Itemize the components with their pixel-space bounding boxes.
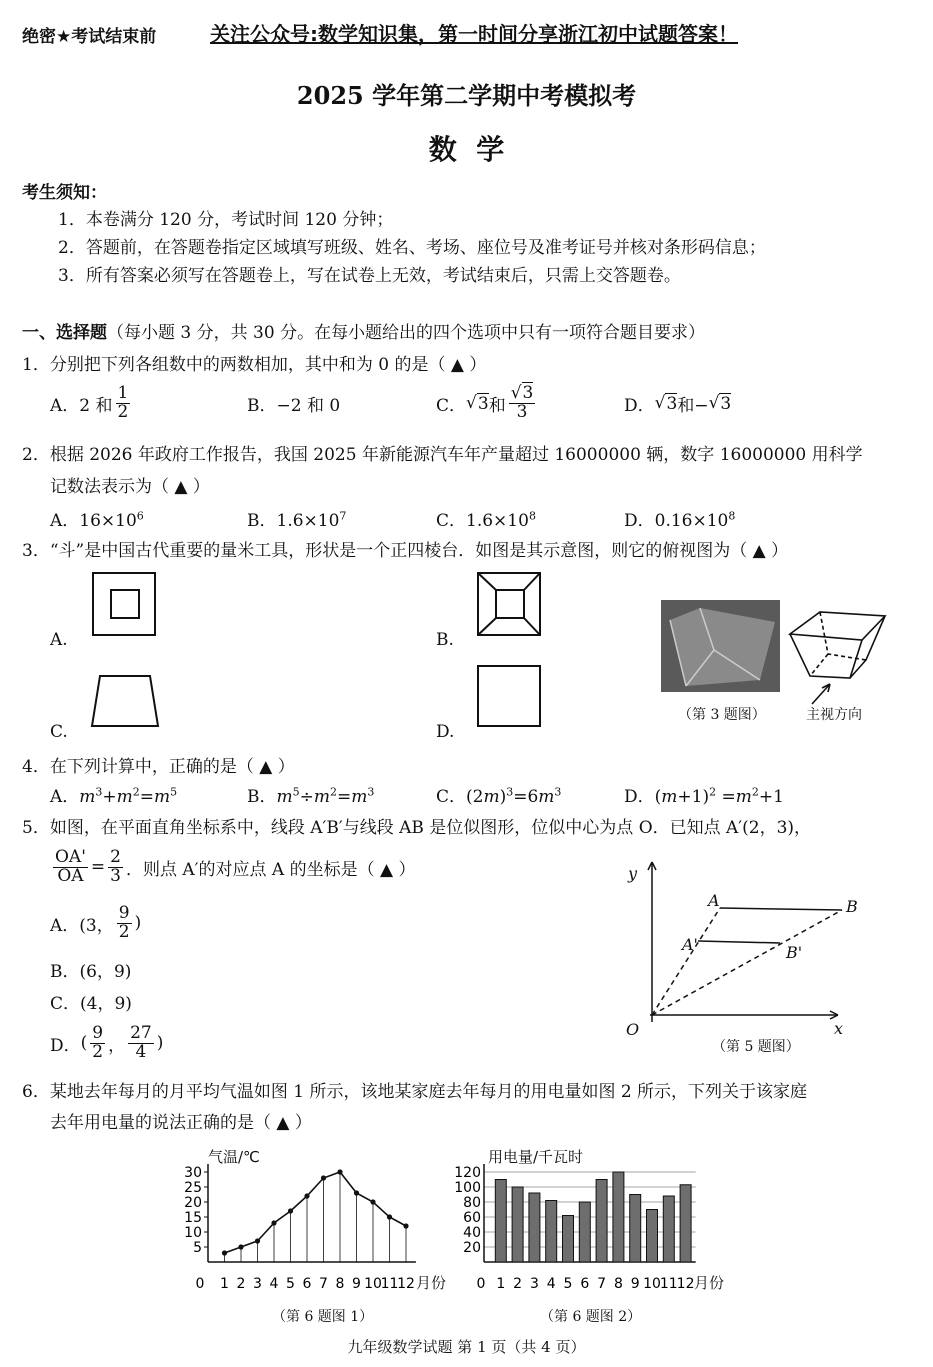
- chart2-bar: [495, 1180, 506, 1263]
- option-text: 2 和: [79, 395, 113, 416]
- q4-stem: 4．在下列计算中，正确的是（ ▲ ）: [22, 757, 295, 777]
- q4-option-d: D．$(m+1)^2 =m^2+1$: [624, 785, 784, 807]
- confidential-label: 绝密★考试结束前: [22, 27, 157, 47]
- chart2-x-tick-label: 6: [580, 1276, 590, 1292]
- q1-stem: 1．分别把下列各组数中的两数相加，其中和为 0 的是（ ▲ ）: [22, 355, 487, 375]
- denominator: 2: [117, 401, 129, 422]
- chart1-origin-label: 0: [195, 1276, 205, 1292]
- chart1-caption: （第 6 题图 1）: [272, 1309, 374, 1325]
- section-note: （每小题 3 分，共 30 分。在每小题给出的四个选项中只有一项符合题目要求）: [107, 323, 706, 343]
- chart1-x-tick-label: 6: [302, 1276, 312, 1292]
- option-label: D．: [624, 395, 655, 416]
- header-notice: 关注公众号:数学知识集，第一时间分享浙江初中试题答案！: [210, 22, 738, 46]
- chart2-y-tick-label: 120: [454, 1165, 481, 1181]
- denominator: 2: [118, 921, 130, 942]
- chart2-bar: [613, 1172, 624, 1262]
- chart1-y-tick-label: 30: [184, 1165, 202, 1181]
- denominator: 3: [516, 401, 528, 422]
- q6-stem-2: 去年用电量的说法正确的是（ ▲ ）: [50, 1113, 312, 1133]
- chart2-x-tick-label: 4: [546, 1276, 556, 1292]
- option-text: (: [80, 1033, 88, 1053]
- exponent: 6: [136, 509, 144, 523]
- chart2-y-tick-label: 100: [454, 1180, 481, 1196]
- chart1-y-tick-label: 25: [184, 1180, 202, 1196]
- numerator: 9: [92, 1022, 104, 1043]
- option-text: 0.16×10: [654, 511, 729, 531]
- q2-stem-2: 记数法表示为（ ▲ ）: [50, 477, 210, 497]
- section-title: 一、选择题: [22, 323, 107, 343]
- page-footer: 九年级数学试题 第 1 页（共 4 页）: [347, 1338, 586, 1356]
- q1-option-d: D． √ 3 和− √ 3: [624, 382, 731, 424]
- chart2-ylabel: 用电量/千瓦时: [488, 1148, 584, 1166]
- numerator: √3: [510, 382, 534, 403]
- option-label: C．: [436, 787, 467, 807]
- denominator: 2: [92, 1041, 104, 1062]
- option-text: ): [134, 913, 142, 933]
- option-label: D．: [50, 1035, 81, 1056]
- q5-stem-2: $\frac{OA'}{OA}$ = $\frac{2}{3}$ ．则点 A′的对应点 A 的坐标是（ ▲ ）: [55, 846, 416, 886]
- chart1-x-tick-label: 8: [335, 1276, 345, 1292]
- option-text: 和: [488, 395, 506, 416]
- option-label: A．: [50, 915, 80, 936]
- chart2-x-tick-label: 10: [643, 1276, 661, 1292]
- option-label: D．: [624, 511, 655, 531]
- q4-option-a: A．$m^3+m^2=m^5$: [50, 785, 178, 807]
- exam-title: 2025 学年第二学期中考模拟考: [296, 81, 637, 110]
- q3-caption: （第 3 题图）: [678, 707, 766, 723]
- chart1-x-tick-label: 7: [319, 1276, 328, 1292]
- instruction-2: 2．答题前，在答题卷指定区域填写班级、姓名、考场、座位号及准考证号并核对条形码信息；: [58, 238, 766, 258]
- chart2-bar: [563, 1216, 574, 1263]
- origin-label: O: [626, 1020, 640, 1039]
- option-label: C．: [436, 511, 467, 531]
- q4-option-b: B．$m^5\div m^2=m^3$: [247, 785, 375, 807]
- chart2-x-tick-label: 11: [659, 1276, 678, 1292]
- chart2-bar: [630, 1195, 641, 1263]
- chart1-x-tick-label: 10: [364, 1276, 382, 1292]
- q6-stem-1: 6．某地去年每月的月平均气温如图 1 所示，该地某家庭去年每月的用电量如图 2 所示，下列关于该家庭: [22, 1082, 808, 1102]
- option-text: 1.6×10: [466, 511, 529, 531]
- option-text: (6，9): [79, 962, 132, 982]
- option-label: B．: [247, 787, 277, 807]
- chart2-bar: [647, 1210, 658, 1263]
- point-b-prime-label: B': [786, 943, 803, 962]
- radicand: 3: [666, 393, 678, 414]
- exponent: 8: [528, 509, 536, 523]
- option-text: 16×10: [79, 511, 137, 531]
- option-label: A．: [50, 395, 80, 416]
- denominator: OA: [57, 865, 84, 886]
- option-text: ，: [108, 1035, 126, 1056]
- y-axis-label: y: [628, 864, 638, 883]
- x-axis-label: x: [834, 1019, 844, 1038]
- option-text: (3，: [79, 915, 114, 936]
- chart2-y-tick-label: 60: [463, 1210, 481, 1226]
- option-text: −2 和 0: [276, 395, 341, 416]
- chart1-x-tick-label: 11: [380, 1276, 399, 1292]
- chart2-bar: [680, 1185, 691, 1262]
- q2-stem-1: 2．根据 2026 年政府工作报告，我国 2025 年新能源汽车年产量超过 16000000 辆，数字 16000000 用科学: [22, 445, 863, 465]
- chart2-x-tick-label: 7: [597, 1276, 607, 1292]
- option-text: ): [156, 1033, 164, 1053]
- option-label: B．: [247, 511, 277, 531]
- chart1-x-tick-label: 12: [397, 1276, 415, 1292]
- chart2-x-tick-label: 5: [563, 1276, 573, 1292]
- point-a-label: A: [708, 891, 720, 910]
- option-label: C．: [436, 395, 467, 416]
- q4-option-c: C．$(2m)^3=6m^3$: [436, 785, 562, 807]
- option-text: 1.6×10: [276, 511, 340, 531]
- chart2-x-tick-label: 1: [496, 1276, 506, 1292]
- chart2-x-tick-label: 3: [529, 1276, 539, 1292]
- radicand: 3: [720, 393, 732, 414]
- chart2-bar: [512, 1187, 523, 1262]
- option-text: (4，9): [80, 994, 132, 1014]
- chart1-x-tick-label: 3: [253, 1276, 262, 1292]
- chart2-y-tick-label: 20: [463, 1240, 481, 1256]
- chart2-x-tick-label: 2: [513, 1276, 523, 1292]
- chart1-y-tick-label: 20: [184, 1195, 202, 1211]
- option-label: A．: [50, 787, 80, 807]
- q3-option-c-label: C.: [50, 722, 68, 742]
- chart2-x-tick-label: 8: [613, 1276, 623, 1292]
- exponent: 8: [728, 509, 736, 523]
- option-label: C．: [50, 994, 81, 1014]
- instruction-3: 3．所有答案必须写在答题卷上，写在试卷上无效，考试结束后，只需上交答题卷。: [58, 266, 681, 286]
- option-label: B．: [247, 395, 277, 416]
- stem-text: ．则点 A′的对应点 A 的坐标是（ ▲ ）: [125, 859, 416, 880]
- denominator: 3: [110, 865, 121, 886]
- chart1-y-tick-label: 10: [184, 1225, 202, 1241]
- q3-option-a-label: A.: [50, 630, 68, 650]
- chart1-y-tick-label: 15: [184, 1210, 202, 1226]
- chart2-bar: [663, 1196, 674, 1262]
- numerator: 1: [117, 382, 129, 403]
- radicand: 3: [477, 393, 489, 414]
- denominator: 4: [135, 1041, 147, 1062]
- option-label: D．: [624, 787, 655, 807]
- chart2-bar: [596, 1180, 607, 1263]
- chart1-x-tick-label: 9: [352, 1276, 361, 1292]
- point-b-label: B: [846, 897, 858, 916]
- numerator: OA': [55, 846, 86, 867]
- chart1-x-tick-label: 1: [220, 1276, 229, 1292]
- exponent: 7: [339, 509, 347, 523]
- numerator: 9: [118, 902, 130, 923]
- chart1-ylabel: 气温/℃: [208, 1148, 260, 1166]
- chart2-bar: [529, 1193, 540, 1262]
- chart1-x-tick-label: 2: [236, 1276, 246, 1292]
- numerator: 27: [130, 1022, 152, 1043]
- q3-option-b-label: B.: [436, 630, 454, 650]
- chart1-x-tick-label: 4: [269, 1276, 279, 1292]
- chart2-caption: （第 6 题图 2）: [540, 1309, 642, 1325]
- chart1-y-tick-label: 5: [193, 1240, 202, 1256]
- chart2-bar: [579, 1202, 590, 1262]
- option-label: A．: [50, 511, 80, 531]
- q3-option-d-label: D.: [436, 722, 455, 742]
- chart1-x-tick-label: 5: [286, 1276, 295, 1292]
- q5-stem-1: 5．如图，在平面直角坐标系中，线段 A′B′与线段 AB 是位似图形，位似中心为点 O．已知点 A′(2，3)，: [22, 818, 812, 838]
- numerator: 2: [110, 846, 121, 867]
- q3-view-label: 主视方向: [806, 707, 862, 723]
- chart2-bar: [546, 1201, 557, 1263]
- chart2-x-tick-label: 12: [676, 1276, 695, 1292]
- q3-stem: 3．“斗”是中国古代重要的量米工具，形状是一个正四棱台．如图是其示意图，则它的俯视图为（ ▲ ）: [22, 541, 789, 561]
- point-a-prime-label: A': [682, 935, 698, 954]
- chart2-y-tick-label: 80: [463, 1195, 481, 1211]
- instruction-1: 1．本卷满分 120 分，考试时间 120 分钟；: [58, 210, 394, 230]
- chart2-x-tick-label: 9: [630, 1276, 640, 1292]
- option-label: B．: [50, 962, 80, 982]
- option-text: 和−: [677, 395, 709, 416]
- q5-caption: （第 5 题图）: [712, 1039, 800, 1055]
- subject-title: 数 学: [428, 133, 505, 166]
- radicand: 3: [522, 382, 534, 403]
- q1-option-c: C． √ 3 和 $\frac{√3}{3}$: [436, 382, 534, 422]
- instructions-heading: 考生须知：: [22, 183, 107, 203]
- chart2-xlabel: 月份: [694, 1274, 725, 1292]
- chart1-xlabel: 月份: [416, 1274, 447, 1292]
- chart2-y-tick-label: 40: [463, 1225, 481, 1241]
- chart2-origin-label: 0: [476, 1276, 486, 1292]
